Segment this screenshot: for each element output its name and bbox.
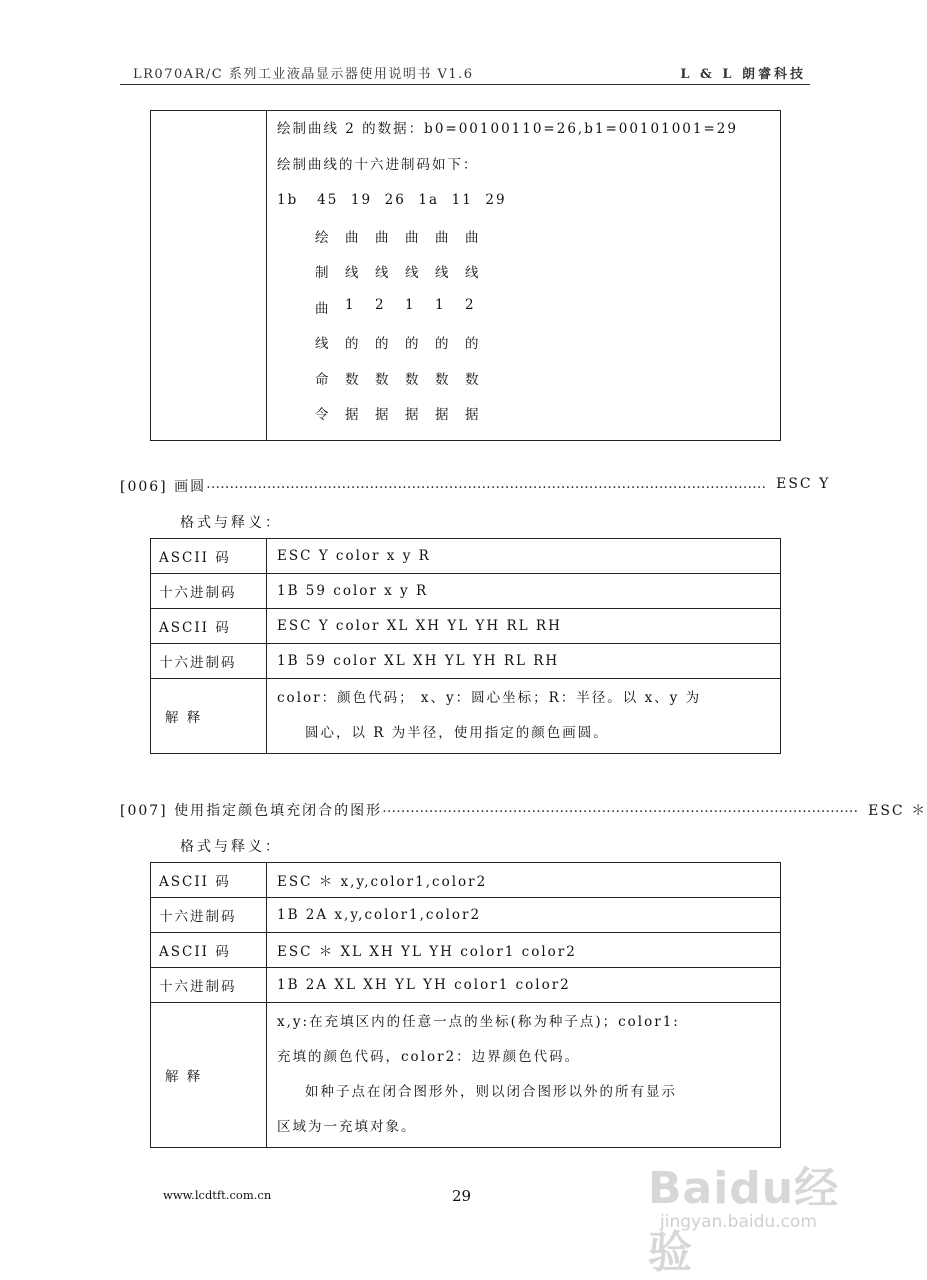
explain-line: 区域为一充填对象。 — [277, 1119, 417, 1135]
row-value: 1B 2A XL XH YL YH color1 color2 — [267, 968, 781, 1003]
table-row — [151, 968, 781, 1003]
curve-data-table — [150, 110, 781, 441]
explain-label: 解 释 — [151, 1003, 267, 1148]
leader-dots: ………………………………………………………………………………………… — [382, 800, 859, 816]
explain-label: 解 释 — [151, 679, 267, 754]
section-006-code: ESC Y — [776, 476, 831, 492]
grid-row — [277, 226, 779, 262]
explain-line: 圆心，以 R 为半径，使用指定的颜色画圆。 — [305, 725, 609, 741]
row-label: ASCII 码 — [151, 609, 267, 644]
row-value: ESC Y color XL XH YL YH RL RH — [267, 609, 781, 644]
hex-code-sequence: 1b 45 19 26 1a 11 29 — [277, 192, 507, 208]
table-row — [151, 539, 781, 574]
row-value: 1B 2A x,y,color1,color2 — [267, 898, 781, 933]
row-label: ASCII 码 — [151, 539, 267, 574]
header-divider — [120, 84, 810, 85]
section-007-code: ESC ＊ — [868, 803, 927, 819]
table-row — [151, 898, 781, 933]
explain-cell — [267, 1003, 781, 1148]
table-row — [151, 609, 781, 644]
grid-char: 曲 — [375, 229, 391, 246]
grid-char: 据 — [405, 407, 421, 423]
row-value: 1B 59 color x y R — [267, 574, 781, 609]
grid-char: 曲 — [435, 229, 451, 246]
table-row — [151, 863, 781, 898]
table-row — [151, 933, 781, 968]
grid-char: 1 — [345, 296, 356, 313]
grid-char: 命 — [315, 371, 331, 388]
grid-char: 据 — [375, 407, 391, 423]
grid-char: 1 — [435, 296, 446, 313]
grid-char: 的 — [405, 336, 421, 352]
grid-char: 令 — [315, 407, 331, 423]
grid-char: 曲 — [405, 229, 421, 246]
format-label: 格式与释义： — [180, 515, 282, 531]
table-row — [151, 574, 781, 609]
grid-char: 据 — [435, 407, 451, 423]
explain-row — [151, 1003, 781, 1148]
row-value: 1B 59 color XL XH YL YH RL RH — [267, 644, 781, 679]
grid-char: 线 — [405, 265, 421, 281]
section-006-heading — [120, 476, 831, 496]
row-label: ASCII 码 — [151, 863, 267, 898]
grid-char: 曲 — [465, 229, 481, 246]
row-label: 十六进制码 — [151, 898, 267, 933]
explain-line: 如种子点在闭合图形外，则以闭合图形以外的所有显示 — [305, 1084, 677, 1100]
grid-char: 数 — [345, 371, 361, 388]
format-label: 格式与释义： — [180, 839, 282, 855]
document-header-title: LR070AR/C 系列工业液晶显示器使用说明书 V1.6 — [133, 67, 474, 82]
hex-code-intro: 绘制曲线的十六进制码如下： — [277, 156, 479, 173]
grid-char: 2 — [465, 296, 476, 313]
row-value: ESC Y color x y R — [267, 539, 781, 574]
grid-char: 线 — [315, 336, 331, 352]
empty-label-cell — [151, 111, 267, 441]
section-007-heading — [120, 800, 927, 820]
watermark-logo: Baidu经验 — [648, 1163, 840, 1278]
fill-command-table — [150, 862, 781, 1148]
explain-line: 充填的颜色代码，color2：边界颜色代码。 — [277, 1049, 581, 1065]
grid-char: 据 — [345, 407, 361, 423]
explain-cell — [267, 679, 781, 754]
row-value: ESC ＊ XL XH YL YH color1 color2 — [267, 933, 781, 968]
row-value: ESC ＊ x,y,color1,color2 — [267, 863, 781, 898]
company-name: L & L 朗睿科技 — [680, 67, 806, 82]
baidu-watermark — [648, 1152, 858, 1278]
grid-char: 曲 — [315, 300, 331, 317]
grid-char: 曲 — [345, 229, 361, 246]
grid-row — [277, 261, 779, 297]
grid-char: 的 — [465, 336, 481, 352]
explain-line: x,y:在充填区内的任意一点的坐标(称为种子点)；color1: — [277, 1014, 680, 1030]
page-number: 29 — [452, 1187, 472, 1205]
watermark-url: jingyan.baidu.com — [660, 1212, 817, 1232]
grid-char: 的 — [345, 336, 361, 352]
grid-char: 数 — [375, 371, 391, 388]
grid-row — [277, 332, 779, 368]
grid-char: 据 — [465, 407, 481, 423]
grid-char: 线 — [435, 265, 451, 281]
section-006-title: [006] 画圆 — [120, 479, 207, 495]
grid-char: 线 — [465, 265, 481, 281]
leader-dots: ………………………………………………………………………………………………………… — [206, 476, 767, 492]
explain-line: color：颜色代码； x、y：圆心坐标；R：半径。以 x、y 为 — [277, 690, 702, 706]
grid-char: 1 — [405, 296, 416, 313]
grid-row — [277, 368, 779, 404]
row-label: ASCII 码 — [151, 933, 267, 968]
grid-char: 数 — [435, 371, 451, 388]
section-007-title: [007] 使用指定颜色填充闭合的图形 — [120, 803, 383, 819]
grid-char: 线 — [375, 265, 391, 281]
footer-url: www.lcdtft.com.cn — [163, 1188, 272, 1202]
table-row — [151, 644, 781, 679]
curve-data-cell — [267, 111, 781, 441]
grid-row — [277, 403, 779, 439]
grid-char: 数 — [405, 371, 421, 388]
row-label: 十六进制码 — [151, 574, 267, 609]
grid-row — [277, 297, 779, 333]
grid-char: 2 — [375, 296, 386, 313]
grid-char: 数 — [465, 371, 481, 388]
explain-row — [151, 679, 781, 754]
grid-char: 制 — [315, 265, 331, 281]
curve2-data-text: 绘制曲线 2 的数据：b0=00100110=26,b1=00101001=29 — [277, 121, 738, 137]
row-label: 十六进制码 — [151, 968, 267, 1003]
circle-command-table — [150, 538, 781, 754]
grid-char: 绘 — [315, 229, 331, 246]
grid-char: 的 — [435, 336, 451, 352]
row-label: 十六进制码 — [151, 644, 267, 679]
grid-char: 的 — [375, 336, 391, 352]
grid-char: 线 — [345, 265, 361, 281]
